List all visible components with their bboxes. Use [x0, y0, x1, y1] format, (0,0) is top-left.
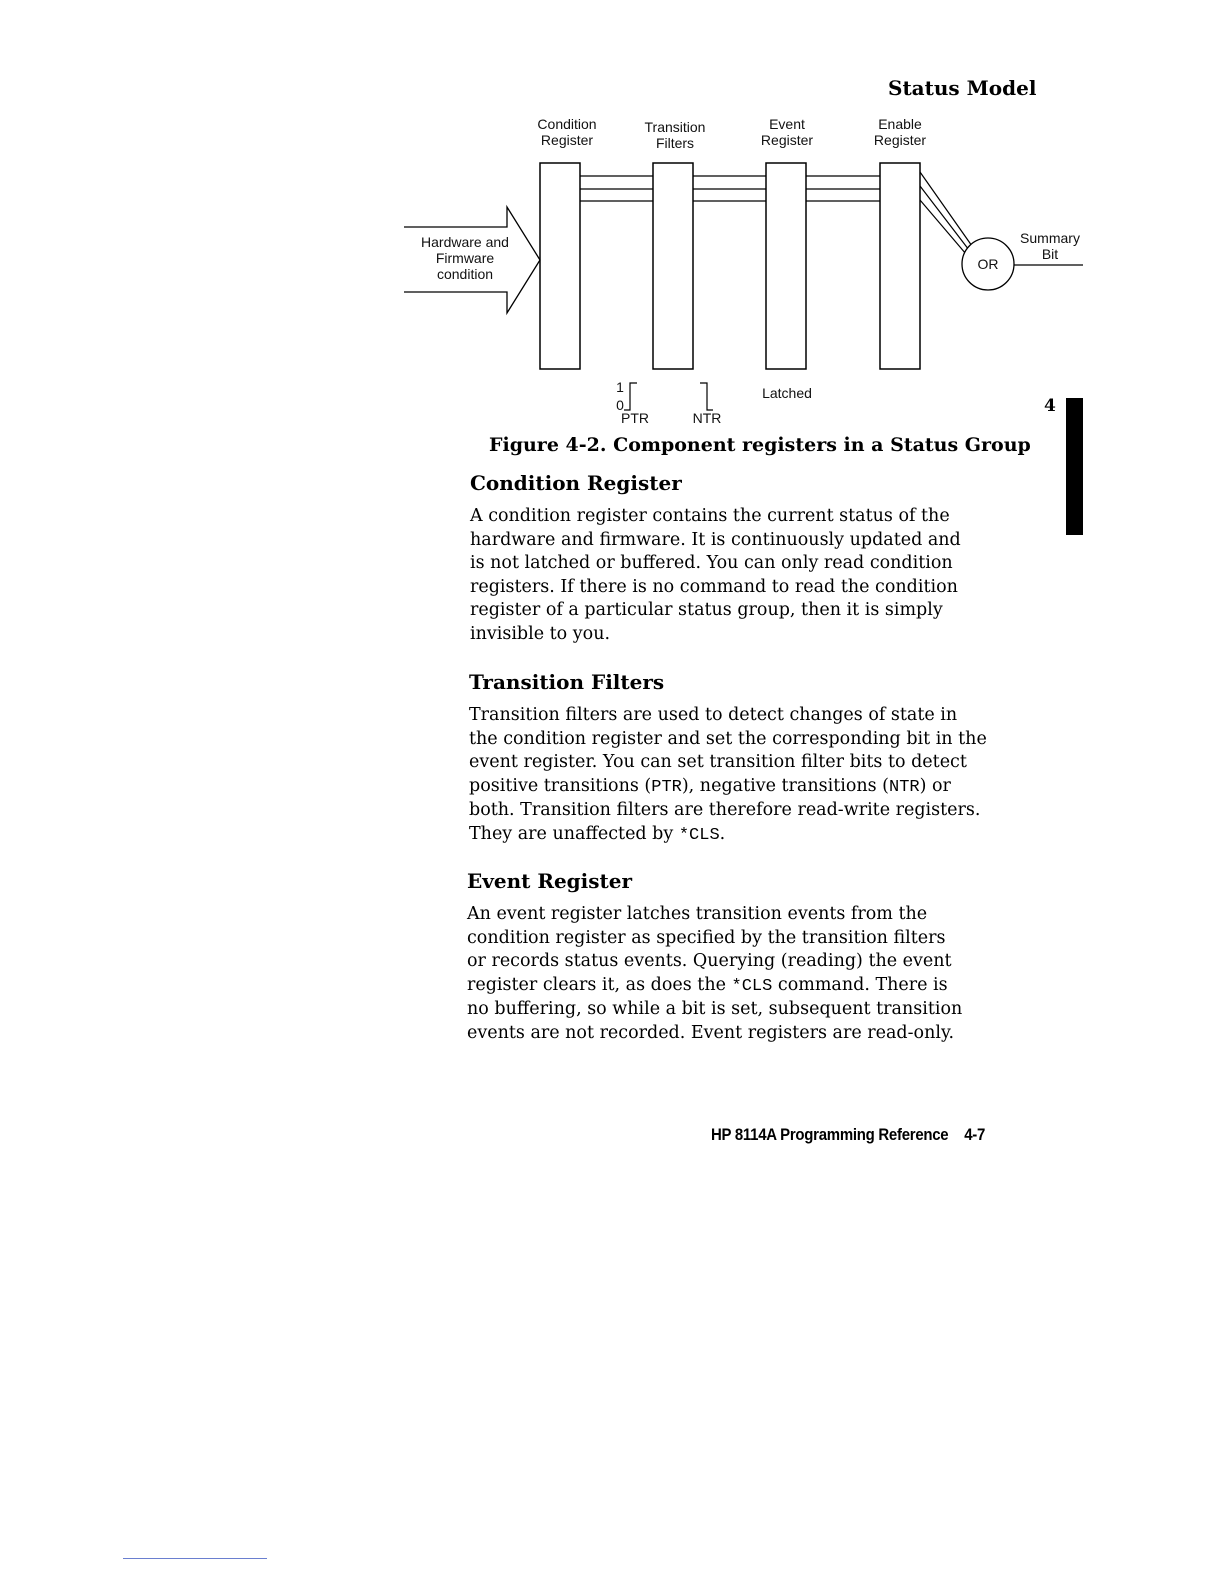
- page-number: 4-7: [964, 1125, 986, 1144]
- summary-label: Bit: [1041, 246, 1059, 262]
- filter-one: 1: [616, 379, 624, 395]
- column-label: Condition: [537, 116, 597, 132]
- column-label: Register: [760, 132, 814, 148]
- condition-register-section: [470, 471, 1030, 646]
- column-label: Transition: [644, 119, 706, 135]
- section-body: A condition register contains the current status of the hardware and firmware. It is continuously updated and is not latched or buffered. You can only read condition registers. If there is no command to read the condition register of a particular status group, then it is simply invisible to you.: [470, 506, 961, 644]
- section-body: An event register latches transition events from the condition register as specified by the transition filters or records status events. Querying (reading) the event register clears it, as does the *CLS command. There is no buffering, so while a bit is set, subsequent transition events are not recorded. Event registers are read-only.: [467, 904, 963, 1043]
- input-label: Hardware and: [421, 234, 509, 250]
- column-label: Register: [873, 132, 927, 148]
- transition-filters-section: [469, 670, 1029, 847]
- ptr-label: PTR: [621, 410, 649, 426]
- section-body: Transition filters are used to detect changes of state in the condition register and set the corresponding bit in the event register. You can set transition filter bits to detect positive transitions (PTR), negative transitions (NTR) or both. Transition filters are therefore read-write registers. They are unaffected by *CLS.: [469, 705, 987, 845]
- event-register-section: [467, 869, 1027, 1045]
- ptr-edge-icon: [624, 383, 637, 410]
- section-title: Condition Register: [470, 471, 682, 495]
- footer-title: HP 8114A Programming Reference: [711, 1125, 949, 1144]
- input-label: Firmware: [435, 250, 495, 266]
- chapter-tab-number: 4: [1044, 396, 1056, 416]
- ntr-edge-icon: [700, 383, 713, 410]
- latched-label: Latched: [762, 385, 812, 401]
- filter-zero: 0: [616, 397, 624, 413]
- page-footer: [711, 1125, 985, 1145]
- transition-filters-box: [653, 163, 693, 369]
- ntr-label: NTR: [692, 410, 722, 426]
- status-group-diagram: [0, 0, 1224, 440]
- footnote-rule: [123, 1558, 267, 1559]
- condition-register-box: [540, 163, 580, 369]
- column-label: Event: [769, 116, 805, 132]
- input-label: condition: [436, 266, 494, 282]
- event-register-box: [766, 163, 806, 369]
- enable-register-box: [880, 163, 920, 369]
- section-title: Event Register: [467, 869, 633, 893]
- figure-caption: Figure 4-2. Component registers in a Status Group: [489, 434, 1031, 456]
- or-gate-label: OR: [977, 256, 999, 272]
- column-label: Enable: [878, 116, 922, 132]
- column-label: Filters: [655, 135, 695, 151]
- column-label: Register: [540, 132, 594, 148]
- summary-label: Summary: [1020, 230, 1080, 246]
- page-header: Status Model: [888, 76, 1037, 100]
- section-title: Transition Filters: [469, 670, 665, 694]
- chapter-tab-marker: [1066, 398, 1083, 535]
